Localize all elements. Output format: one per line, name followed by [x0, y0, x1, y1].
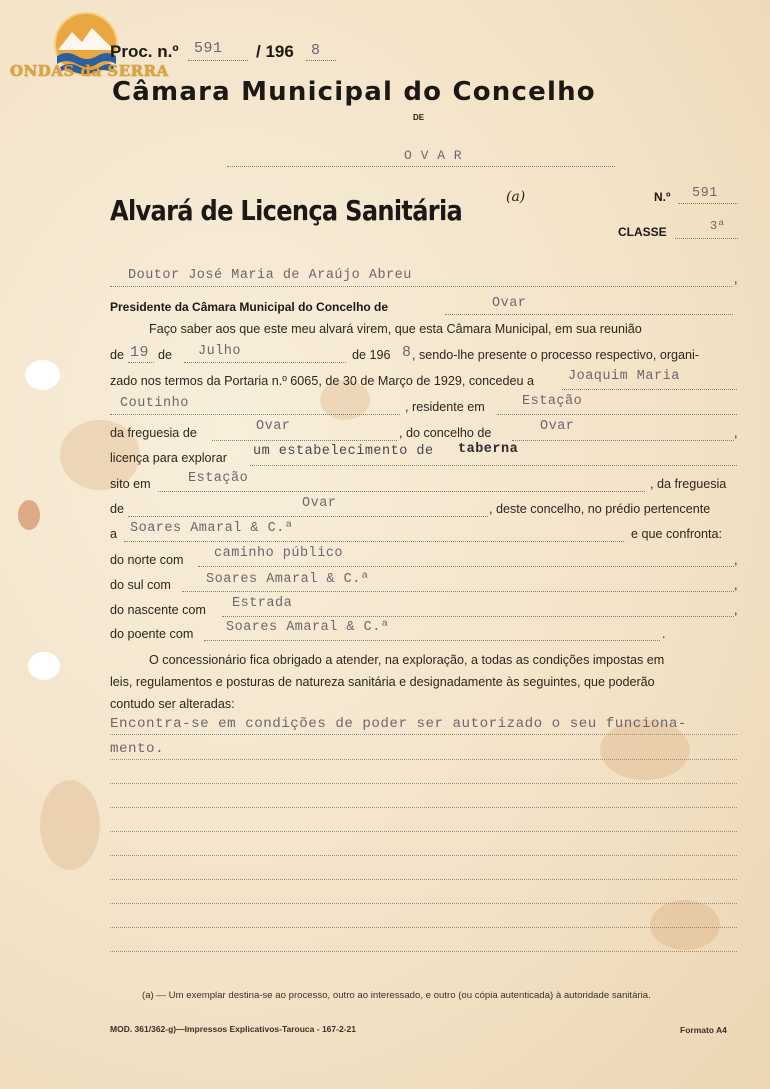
- sito-line: [158, 491, 645, 492]
- proc-year: / 196: [256, 42, 294, 61]
- sul-value: Soares Amaral & C.ª: [206, 572, 370, 587]
- poente-label: do poente com: [110, 627, 194, 641]
- proc-year-suffix: 8: [311, 42, 321, 59]
- dia-value: 19: [130, 344, 150, 361]
- format-label: Formato A4: [680, 1025, 727, 1035]
- poente-line: [204, 640, 660, 641]
- residente-label: , residente em: [405, 400, 485, 414]
- nome1-line: [562, 389, 737, 390]
- da-freguesia-label: , da freguesia: [650, 477, 727, 491]
- de-label: de: [110, 348, 125, 362]
- paragraph-line: zado nos termos da Portaria n.º 6065, de 30 de Março de 1929, concedeu a: [110, 374, 534, 388]
- condition-line: [110, 927, 737, 928]
- predio-label: , deste concelho, no prédio pertencente: [489, 502, 711, 516]
- concelho-label: , do concelho de: [399, 426, 492, 440]
- concessionario-nome1: Joaquim Maria: [568, 369, 680, 384]
- concessionario-nome2: Coutinho: [120, 396, 189, 411]
- dia-line: [128, 362, 154, 363]
- comma: ,: [734, 272, 738, 286]
- condition-line: [110, 855, 737, 856]
- condition-line: [110, 879, 737, 880]
- mes-line: [184, 362, 346, 363]
- stain: [650, 900, 720, 950]
- numero-value: 591: [692, 186, 718, 201]
- proc-number: 591: [194, 40, 223, 57]
- presidente-concelho: Ovar: [492, 296, 527, 311]
- paragraph-line: O concessionário fica obrigado a atender, na exploração, a todas as condições impostas em: [149, 653, 665, 667]
- proc-label: Proc. n.º: [110, 42, 179, 61]
- condition-line: [110, 783, 737, 784]
- stain: [40, 780, 100, 870]
- watermark-text: ONDAS da SERRA: [10, 62, 169, 80]
- norte-value: caminho público: [214, 546, 344, 561]
- sito-label: sito em: [110, 477, 151, 491]
- freguesia2-value: Ovar: [302, 496, 337, 511]
- residente-line: [497, 414, 737, 415]
- ano-value: 8: [402, 344, 412, 361]
- norte-label: do norte com: [110, 553, 184, 567]
- de-label: de: [110, 502, 125, 516]
- proc-year-line: [306, 60, 336, 61]
- punch-hole: [28, 652, 60, 680]
- nome2-line: [110, 414, 400, 415]
- alvara-title: Alvará de Licença Sanitária: [110, 194, 463, 227]
- condition-line: [110, 734, 737, 735]
- freguesia-line: [212, 440, 397, 441]
- residente-value: Estação: [522, 394, 583, 409]
- licenca-line: [250, 465, 737, 466]
- nascente-value: Estrada: [232, 596, 293, 611]
- nascente-label: do nascente com: [110, 603, 206, 617]
- norte-line: [198, 566, 734, 567]
- proprietario-line: [124, 541, 624, 542]
- presidente-nome-line: [110, 286, 732, 287]
- note-marker: (a): [506, 189, 526, 205]
- freguesia-label: da freguesia de: [110, 426, 197, 440]
- freguesia2-line: [128, 516, 488, 517]
- comma: ,: [734, 553, 738, 567]
- page-title: Câmara Municipal do Concelho: [112, 77, 596, 107]
- comma: ,: [734, 603, 738, 617]
- concelho-name: O V A R: [404, 148, 463, 163]
- concelho-line: [227, 166, 615, 167]
- confronta-label: e que confronta:: [631, 527, 723, 541]
- classe-value: 3ª: [710, 219, 726, 233]
- condition-line: [110, 903, 737, 904]
- condition-line: [110, 807, 737, 808]
- condition-line: [110, 831, 737, 832]
- condition-line: [110, 759, 737, 760]
- paragraph-line: contudo ser alteradas:: [110, 697, 235, 711]
- paragraph-line: Faço saber aos que este meu alvará virem, que esta Câmara Municipal, em sua reunião: [149, 322, 642, 336]
- sul-label: do sul com: [110, 578, 171, 592]
- de-label: de: [158, 348, 173, 362]
- mes-value: Julho: [198, 344, 242, 359]
- licenca-tipo: taberna: [458, 442, 519, 457]
- presidente-nome: Doutor José Maria de Araújo Abreu: [128, 268, 412, 283]
- comma: ,: [734, 578, 738, 592]
- ano-label: de 196: [352, 348, 391, 362]
- proc-number-line: [188, 60, 248, 61]
- stain: [18, 500, 40, 530]
- presidente-label: Presidente da Câmara Municipal do Concelho de: [110, 300, 389, 314]
- footnote: (a) — Um exemplar destina-se ao processo, outro ao interessado, e outro (ou cópia autenticada) à autoridade sanitária.: [142, 990, 651, 1001]
- condition-text: Encontra-se em condições de poder ser autorizado o seu funciona-: [110, 716, 687, 732]
- nascente-line: [222, 616, 734, 617]
- numero-line: [678, 203, 738, 204]
- presidente-concelho-line: [445, 314, 733, 315]
- paragraph-line: , sendo-lhe presente o processo respectivo, organi-: [412, 348, 700, 362]
- concelho-value: Ovar: [540, 419, 575, 434]
- condition-text: mento.: [110, 741, 165, 757]
- punch-hole: [25, 360, 60, 390]
- numero-label: N.º: [654, 190, 671, 204]
- freguesia-value: Ovar: [256, 419, 291, 434]
- licenca-label: licença para explorar: [110, 451, 227, 465]
- poente-value: Soares Amaral & C.ª: [226, 620, 390, 635]
- classe-line: [675, 238, 738, 239]
- condition-line: [110, 951, 737, 952]
- de-label: DE: [413, 113, 425, 122]
- concelho-value-line: [512, 440, 734, 441]
- sul-line: [182, 591, 734, 592]
- proprietario-value: Soares Amaral & C.ª: [130, 521, 294, 536]
- period: .: [662, 627, 666, 641]
- paragraph-line: leis, regulamentos e posturas de natureza sanitária e designadamente às seguintes, que poderão: [110, 675, 655, 689]
- sito-value: Estação: [188, 471, 249, 486]
- comma: ,: [734, 426, 738, 440]
- form-model: MOD. 361/362-g)—Impressos Explicativos-Tarouca - 167-2-21: [110, 1024, 356, 1034]
- licenca-value: um estabelecimento de: [253, 444, 434, 459]
- classe-label: CLASSE: [618, 225, 667, 239]
- a-label: a: [110, 527, 118, 541]
